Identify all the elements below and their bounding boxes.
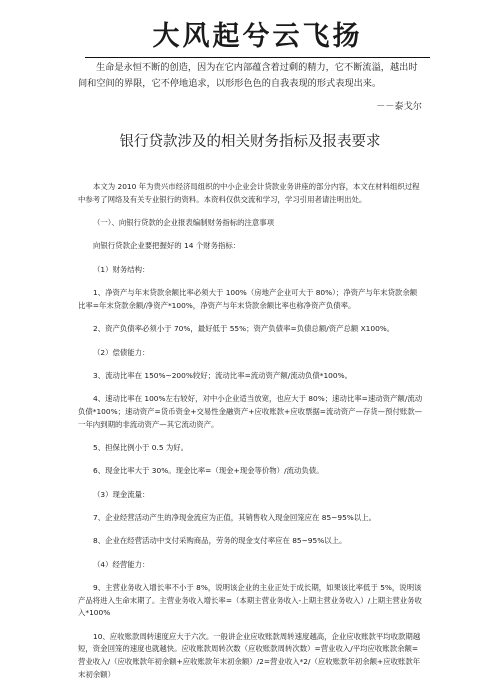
paragraph: 7、企业经营活动产生的净现金流应为正值，其销售收入现金回笼应在 85~95%以上。 xyxy=(93,513,376,523)
header-title: 大风起兮云飞扬 xyxy=(152,21,363,52)
paragraph: 3、流动比率在 150%~200%较好；流动比率=流动资产额/流动负债*100%。 xyxy=(93,370,352,380)
paragraph: 2、资产负债率必须小于 70%，最好低于 55%；资产负债率=负债总额/资产总额 X100%。 xyxy=(93,324,395,334)
paragraph: 10、应收账款周转速度应大于六次。一般讲企业应收账款周转速度越高，企业应收账款平均收款期越短，资金回笼的速度也就越快。应收账款周转次数（应收账款周转次数）=营业收入/平均应收账款余额=营业收入/（应收账款年初余额+应收账款年末初余额）/2=营业收入*2/（应收账款年初余额+应收账款年末初余额） xyxy=(78,631,421,679)
paragraph: 4、速动比率在 100%左右较好，对中小企业适当放宽，也应大于 80%；速动比率=速动资产额/流动负债*100%；速动资产=货币资金+交易性金融资产+应收账款+应收票据=流动资产—存货—预付账款—一年内到期的非流动资产—其它流动资产。 xyxy=(78,394,423,429)
paragraph: 8、企业在经营活动中支付采购商品，劳务的现金支付率应在 85~95%以上。 xyxy=(93,536,347,546)
paragraph: 6、现金比率大于 30%。现金比率=（现金+现金等价物）/流动负债。 xyxy=(93,466,324,476)
paragraph: 向银行贷款企业要把握好的 14 个财务指标： xyxy=(93,241,241,251)
paragraph: 9、主营业务收入增长率不小于 8%，说明该企业的主业正处于成长期，如果该比率低于 5%，说明该产品将进入生命末期了。主营业务收入增长率=（本期主营业务收入-上期主营业务收入）/上期主营业务收入*100% xyxy=(78,583,422,618)
subsection-heading: （2）偿债能力： xyxy=(93,347,150,357)
paragraph: 本文为 2010 年为贵兴市经济局组织的中小企业会计贷款业务讲座的部分内容，本文在材料组织过程中参考了网络及有关专业银行的资料。本资料仅供交流和学习，学习引用者请注明出处。 xyxy=(78,182,420,204)
subsection-heading: （4）经营能力： xyxy=(93,559,150,569)
quote-text: 生命是永恒不断的创造，因为在它内部蕴含着过剩的精力，它不断流溢，越出时间和空间的界限，它不停地追求，以形形色色的自我表现的形式表现出来。 xyxy=(78,62,418,89)
section-heading: （一）、向银行贷款的企业报表编制财务指标的注意事项 xyxy=(93,217,275,227)
epigraph-quote xyxy=(78,60,424,92)
page-header xyxy=(85,20,430,58)
quote-attribution: －－泰戈尔 xyxy=(376,101,422,112)
subsection-heading: （3）现金流量： xyxy=(93,489,150,499)
header-divider xyxy=(85,57,430,58)
paragraph: 1、净资产与年末贷款余额比率必须大于 100%（房地产企业可大于 80%）；净资产与年末贷款余额比率=年末贷款余额/净资产*100%，净资产与年末贷款余额比率也称净资产负债率。 xyxy=(78,288,418,310)
document-title: 银行贷款涉及的相关财务指标及报表要求 xyxy=(119,134,381,150)
paragraph: 5、担保比例小于 0.5 为好。 xyxy=(93,442,189,452)
document-body xyxy=(78,181,424,690)
subsection-heading: （1）财务结构： xyxy=(93,264,150,274)
